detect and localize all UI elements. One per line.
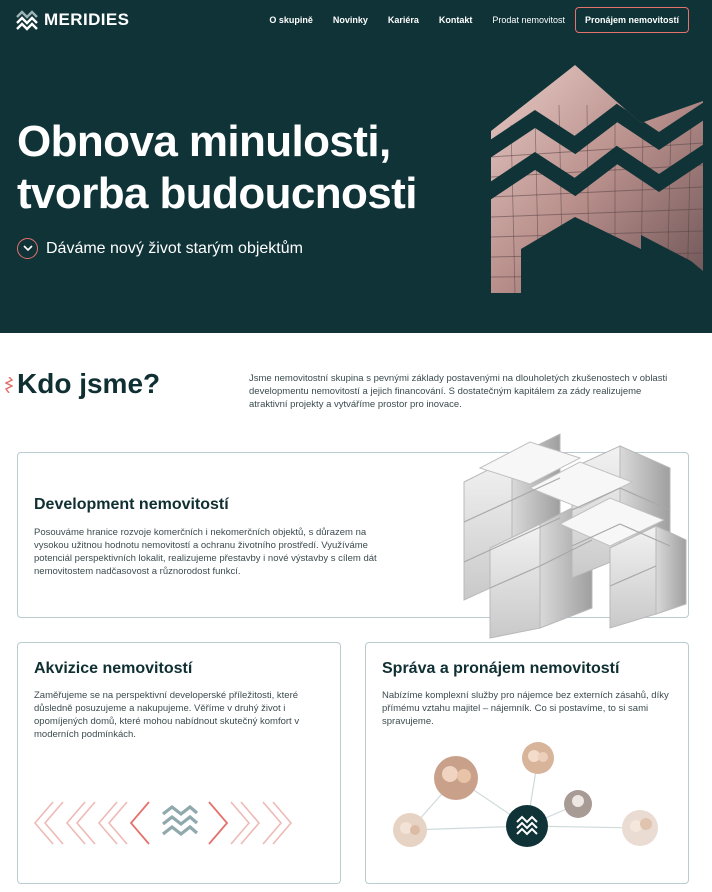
card-text-sprava: Nabízíme komplexní služby pro nájemce bez externích zásahů, díky přímému vztahu majitel – nájemník. Co si postavíme, to si sami spravujeme. [382, 690, 669, 727]
building-photo [491, 65, 703, 293]
meridies-mark-icon [163, 807, 197, 834]
logo[interactable] [16, 9, 129, 31]
meridies-logo-icon [16, 9, 38, 31]
pronajem-nemovitosti-button[interactable]: Pronájem nemovitostí [575, 7, 689, 33]
hero-title-line-2: tvorba budoucnosti [17, 169, 417, 218]
nav-item-o-skupine[interactable]: O skupině [269, 15, 313, 25]
hero-section [0, 0, 712, 333]
nav-item-novinky[interactable]: Novinky [332, 15, 368, 25]
card-akvizice[interactable] [17, 642, 341, 884]
concrete-blocks-illustration [460, 428, 688, 640]
hero-subtitle: Dáváme nový život starým objektům [46, 239, 303, 257]
section-title-kdo-jsme: Kdo jsme? [17, 368, 161, 399]
card-title-akvizice: Akvizice nemovitostí [34, 660, 193, 677]
hero-title [17, 116, 417, 220]
card-text-development: Posouváme hranice rozvoje komerčních i nekomerčních objektů, s důrazem na vysokou užitnou hodnotu nemovitostí a ochranu životního prostředí. Využíváme potenciál perspektivních lokalit, realizujeme přestavby i nové výstavby s cílem dát nemovitostem nadčasovost a různorodost funkcí. [34, 527, 377, 577]
chevrons-illustration [33, 800, 325, 846]
about-text: Jsme nemovitostní skupina s pevnými základy postavenými na dlouholetých zkušenostech v oblasti developmentu nemovitostí a jejich financování. S dostatečným kapitálem za zády realizujeme atraktivní projekty a vytváříme prostor pro inovace. [249, 373, 668, 410]
main-nav [249, 7, 689, 33]
card-title-sprava: Správa a pronájem nemovitostí [382, 660, 620, 677]
nav-item-kontakt[interactable]: Kontakt [438, 15, 473, 25]
nav-item-prodat-nemovitost[interactable]: Prodat nemovitost [492, 15, 565, 25]
nav-item-kariera[interactable]: Kariéra [387, 15, 419, 25]
logo-text: MERIDIES [44, 10, 130, 29]
hero-title-line-1: Obnova minulosti, [17, 117, 391, 166]
card-title-development: Development nemovitostí [34, 496, 229, 513]
zigzag-accent-icon [5, 377, 13, 393]
tenants-network-illustration [380, 738, 682, 858]
card-text-akvizice: Zaměřujeme se na perspektivní developerské příležitosti, které důsledně posuzujeme a nakupujeme. Věříme v druhý život i opomíjených domů, které mohou nabídnout skutečný komfort v moderních podmínkách. [34, 690, 300, 740]
hero-subtitle-link[interactable] [17, 238, 303, 259]
chevron-down-icon[interactable] [17, 238, 38, 259]
